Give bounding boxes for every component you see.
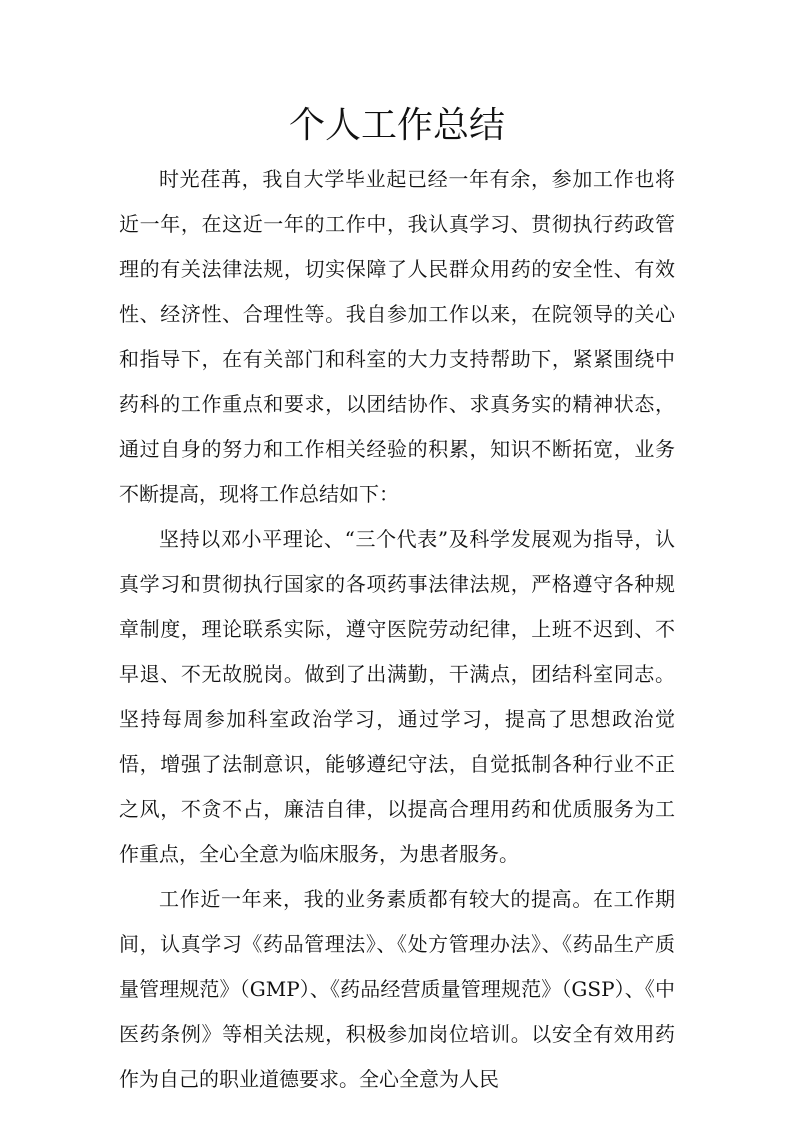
paragraph-1: 时光荏苒，我自大学毕业起已经一年有余，参加工作也将近一年，在这近一年的工作中，我认真学习、贯彻执行药政管理的有关法律法规，切实保障了人民群众用药的安全性、有效性、经济性、合理性等。我自参加工作以来，在院领导的关心和指导下，在有关部门和科室的大力支持帮助下，紧紧围绕中药科的工作重点和要求，以团结协作、求真务实的精神状态，通过自身的努力和工作相关经验的积累，知识不断拓宽，业务不断提高，现将工作总结如下： xyxy=(119,167,675,506)
paragraph-3: 工作近一年来，我的业务素质都有较大的提高。在工作期间，认真学习《药品管理法》、《处方管理办法》、《药品生产质量管理规范》（GMP）、《药品经营质量管理规范》（GSP）、《中医药条例》等相关法规，积极参加岗位培训。以安全有效用药作为自己的职业道德要求。全心全意为人民 xyxy=(119,887,675,1091)
paragraph-2: 坚持以邓小平理论、“三个代表”及科学发展观为指导，认真学习和贯彻执行国家的各项药事法律法规，严格遵守各种规章制度，理论联系实际，遵守医院劳动纪律，上班不迟到、不早退、不无故脱岗。做到了出满勤，干满点，团结科室同志。坚持每周参加科室政治学习，通过学习，提高了思想政治觉悟，增强了法制意识，能够遵纪守法，自觉抵制各种行业不正之风，不贪不占，廉洁自律，以提高合理用药和优质服务为工作重点，全心全意为临床服务，为患者服务。 xyxy=(119,527,675,866)
document-title: 个人工作总结 xyxy=(288,105,505,146)
document-body xyxy=(119,157,675,1102)
